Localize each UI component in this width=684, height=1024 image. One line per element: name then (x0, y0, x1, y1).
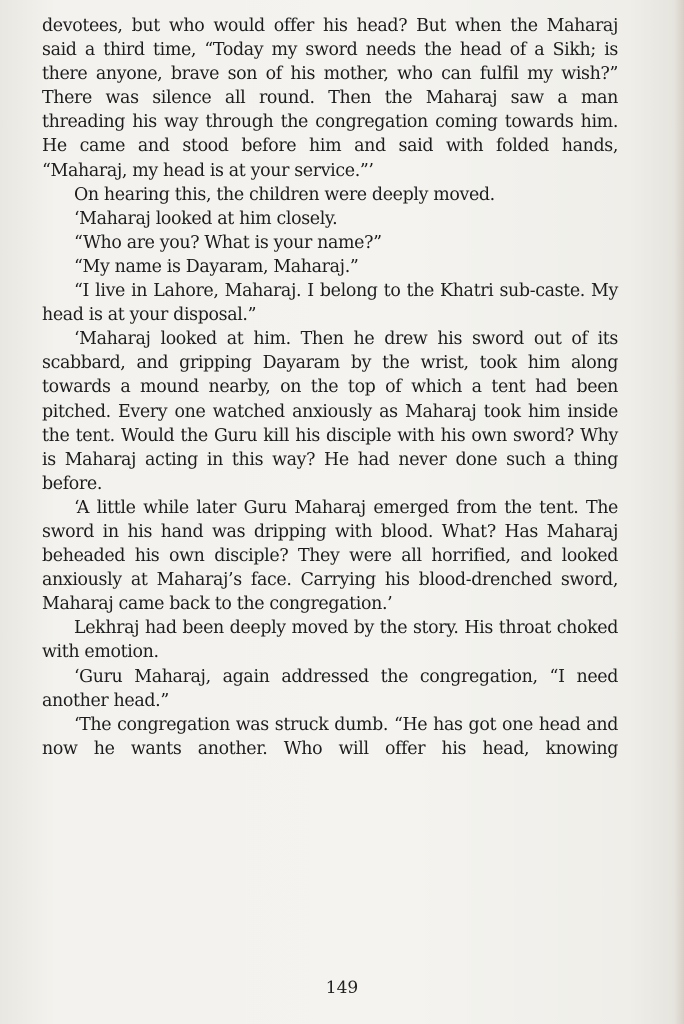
paragraph: ‘A little while later Guru Maharaj emerged from the tent. The sword in his hand was dripping with blood. What? Has Maharaj beheaded his own disciple? They were all horrified, and looked anxiously at Maharaj’s face. Carrying his blood-drenched sword, Maharaj came back to the congregation.’ (42, 497, 618, 615)
paragraph: “I live in Lahore, Maharaj. I belong to the Khatri sub-caste. My head is at your disposal.” (42, 281, 618, 326)
paragraph: “My name is Dayaram, Maharaj.” (74, 256, 359, 277)
page-number: 149 (325, 978, 359, 998)
page-edge (674, 0, 684, 1024)
paragraph: ‘Guru Maharaj, again addressed the congregation, “I need another head.” (42, 666, 618, 711)
paragraph: “Who are you? What is your name?” (74, 232, 382, 253)
body-text (42, 14, 618, 761)
paragraph: ‘The congregation was struck dumb. “He has got one head and now he wants another. Who will offer his head, knowing (42, 714, 618, 759)
paragraph: ‘Maharaj looked at him closely. (74, 208, 338, 229)
paragraph: ‘Maharaj looked at him. Then he drew his sword out of its scabbard, and gripping Dayaram by the wrist, took him along towards a mound nearby, on the top of which a tent had been pitched. Every one watched anxiously as Maharaj took him inside the tent. Would the Guru kill his disciple with his own sword? Why is Maharaj acting in this way? He had never done such a thing before. (42, 329, 618, 494)
paragraph: On hearing this, the children were deeply moved. (74, 184, 495, 205)
paragraph: devotees, but who would offer his head? But when the Maharaj said a third time, “Today my sword needs the head of a Sikh; is there anyone, brave son of his mother, who can fulfil my wish?” There was silence all round. Then the Maharaj saw a man threading his way through the congregation coming towards him. He came and stood before him and said with folded hands, “Maharaj, my head is at your service.”’ (42, 16, 618, 181)
paragraph: Lekhraj had been deeply moved by the story. His throat choked with emotion. (42, 618, 618, 663)
